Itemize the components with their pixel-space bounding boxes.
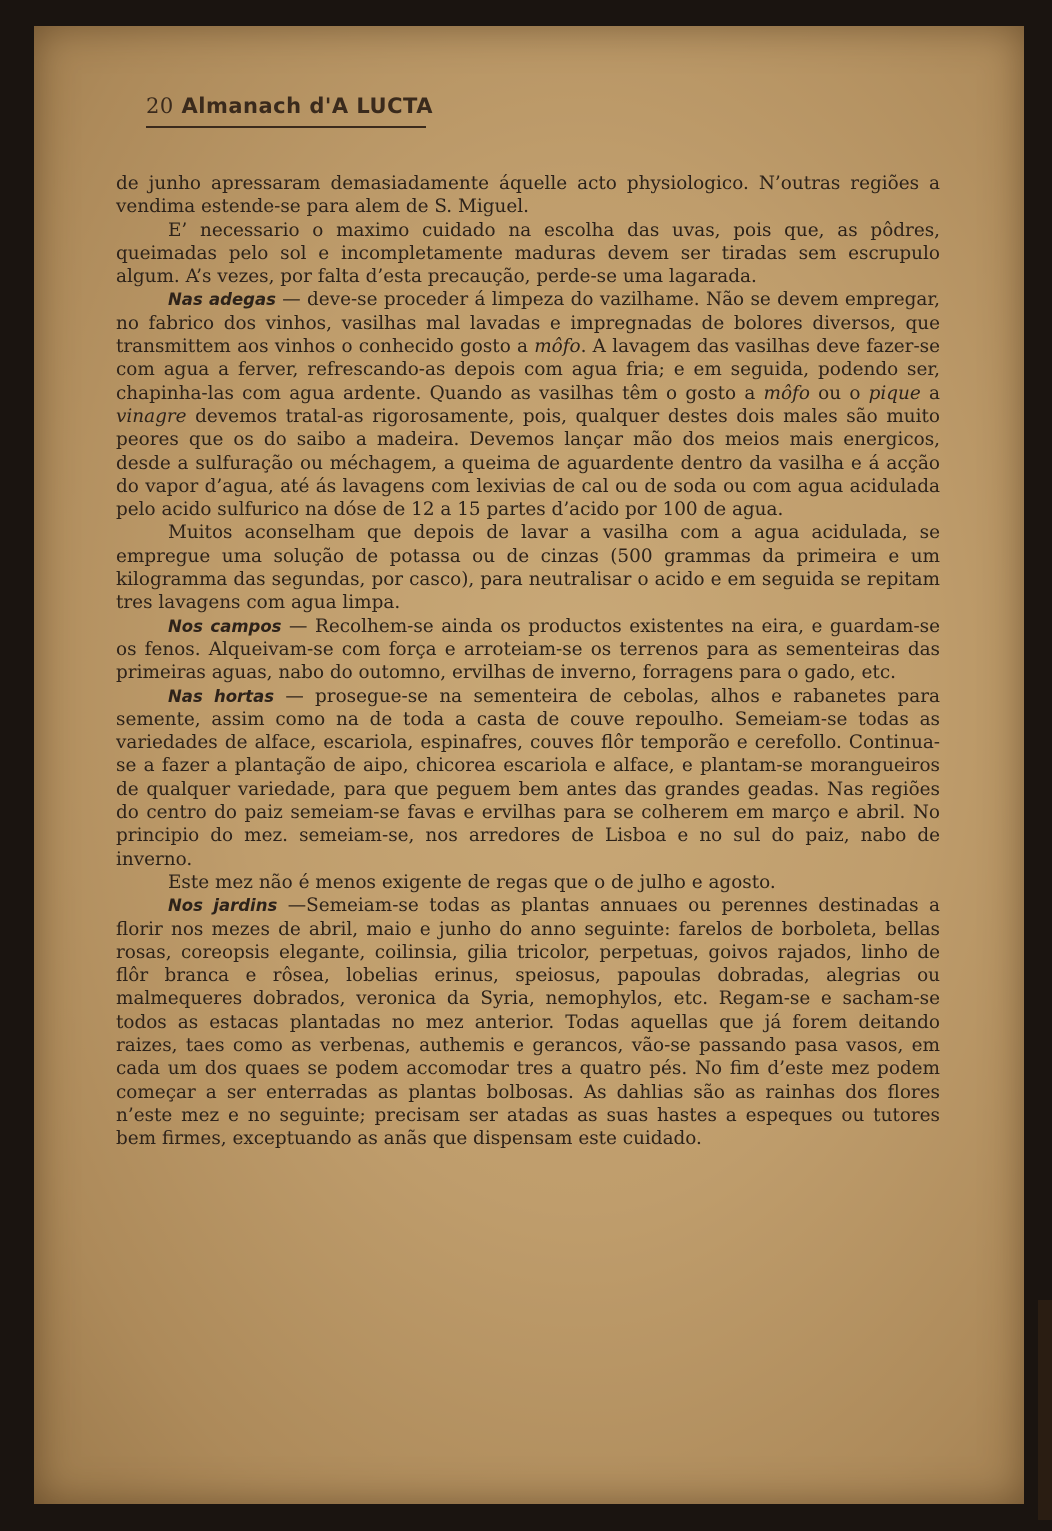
- page-number: 20: [146, 94, 174, 118]
- body-paragraph: [116, 615, 940, 685]
- body-paragraph: [116, 871, 940, 894]
- running-header: [146, 94, 433, 118]
- article-body: [116, 172, 940, 1150]
- body-paragraph: [116, 685, 940, 871]
- paragraph-text: a: [920, 382, 940, 404]
- body-paragraph: [116, 172, 940, 219]
- paragraph-text: Muitos aconselham que depois de lavar a vasilha com a agua acidulada, se empregue uma solução de potassa ou de cinzas (500 grammas da primeira e um kilogramma das segundas, por casco), para neutralisar o acido e em seguida se repitam tres lavagens com agua limpa.: [116, 522, 940, 614]
- paragraph-text: — prosegue-se na sementeira de cebolas, alhos e rabanetes para semente, assim como na de toda a casta de couve repoulho. Semeiam-se todas as variedades de alface, escariola, espinafres, couves flôr temporão e cerefollo. Continua-se a fazer a plantação de aipo, chicorea escariola e alface, e plantam-se morangueiros de qualquer variedade, para que peguem bem antes das grandes geadas. Nas regiões do centro do paiz semeiam-se favas e ervilhas para se colherem em março e abril. No principio do mez. semeiam-se, nos arredores de Lisboa e no sul do paiz, nabo de inverno.: [116, 685, 940, 870]
- italic-term: vinagre: [116, 405, 187, 427]
- header-rule: [146, 126, 426, 128]
- italic-term: môfo: [534, 336, 581, 358]
- paragraph-text: — Recolhem-se ainda os productos existentes na eira, e guardam-se os fenos. Alqueivam-se com força e arroteiam-se os terrenos para as sementeiras das primeiras aguas, nabo do outomno, ervilhas de inverno, forragens para o gado, etc.: [116, 615, 940, 684]
- italic-term: pique: [868, 382, 921, 404]
- body-paragraph: [116, 521, 940, 614]
- paragraph-text: E’ necessario o maximo cuidado na escolha das uvas, pois que, as pôdres, queimadas pelo sol e incompletamente maduras devem ser tiradas sem escrupulo algum. A’s vezes, por falta d’esta precaução, perde-se uma lagarada.: [116, 219, 940, 288]
- body-paragraph: [116, 288, 940, 521]
- paragraph-text: — deve-se proceder á limpeza do vazilhame. Não se devem empregar, no fabrico dos vinhos, vasilhas mal lavadas e impregnadas de bolores diversos, que transmittem aos vinhos o conhecido gosto a: [116, 289, 940, 358]
- italic-term: môfo: [763, 382, 810, 404]
- section-lead: Nos jardins: [168, 896, 278, 916]
- body-paragraph: [116, 219, 940, 289]
- paragraph-text: ou o: [809, 382, 869, 404]
- paragraph-text: —Semeiam-se todas as plantas annuaes ou perennes destinadas a florir nos mezes de abril, maio e junho do anno seguinte: farelos de borboleta, bellas rosas, coreopsis elegante, coilinsia, gilia tricolor, perpetuas, goivos rajados, linho de flôr branca e rôsea, lobelias erinus, speiosus, papoulas dobradas, alegrias ou malmequeres dobrados, veronica da Syria, nemophylos, etc. Regam-se e sacham-se todos as estacas plantadas no mez anterior. Todas aquellas que já forem deitando raizes, taes como as verbenas, authemis e gerancos, vão-se passando pasa vasos, em cada um dos quaes se podem accomodar tres a quatro pés. No fim d’este mez podem começar a ser enterradas as plantas bolbosas. As dahlias são as rainhas dos flores n’este mez e no seguinte; precisam ser atadas as suas hastes a espeques ou tutores bem firmes, exceptuando as anãs que dispensam este cuidado.: [116, 895, 941, 1150]
- paragraph-text: devemos tratal-as rigorosamente, pois, qualquer destes dois males são muito peores que os do saibo a madeira. Devemos lançar mão dos meios mais energicos, desde a sulfuração ou méchagem, a queima de aguardente dentro da vasilha e á acção do vapor d’agua, até ás lavagens com lexivias de cal ou de soda ou com agua acidulada pelo acido sulfurico na dóse de 12 a 15 partes d’acido por 100 de agua.: [116, 405, 940, 521]
- section-lead: Nos campos: [168, 616, 282, 636]
- section-lead: Nas hortas: [168, 686, 275, 706]
- paragraph-text: de junho apressaram demasiadamente áquelle acto physiologico. N’outras regiões a vendima estende-se para alem de S. Miguel.: [116, 173, 940, 218]
- header-title: Almanach d'A LUCTA: [181, 94, 433, 118]
- section-lead: Nas adegas: [168, 290, 276, 310]
- page-edge-shadow: [1038, 1300, 1052, 1520]
- paragraph-text: Este mez não é menos exigente de regas que o de julho e agosto.: [168, 871, 776, 893]
- paragraph-text: . A lavagem das vasilhas deve fazer-se com agua a ferver, refrescando-as depois com agua fria; e em seguida, podendo ser, chapinha-las com agua ardente. Quando as vasilhas têm o gosto a: [116, 336, 941, 404]
- body-paragraph: [116, 894, 940, 1150]
